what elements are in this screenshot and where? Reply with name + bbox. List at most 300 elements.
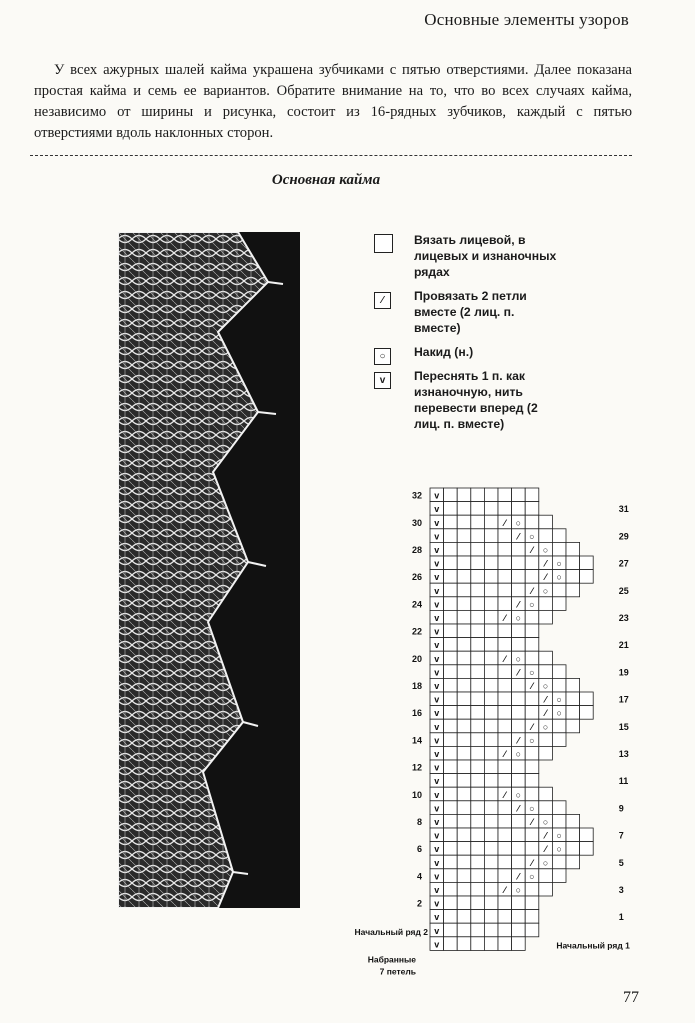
circle-icon: ○	[515, 885, 522, 895]
chart-cell	[498, 583, 512, 597]
check-v-icon: v	[434, 517, 440, 528]
chart-cell	[471, 638, 485, 652]
circle-icon: ○	[515, 517, 522, 528]
chart-cell	[444, 814, 458, 828]
check-v-icon: v	[434, 694, 440, 705]
chart-cell	[444, 624, 458, 638]
chart-cell	[471, 570, 485, 584]
chart-cell	[444, 923, 458, 937]
chart-cell	[525, 570, 539, 584]
chart-cell	[566, 828, 580, 842]
chart-cell	[484, 719, 498, 733]
circle-icon: ○	[556, 694, 562, 705]
chart-cell	[457, 610, 471, 624]
chart-cell	[525, 787, 539, 801]
circle-icon: ○	[515, 749, 522, 759]
slash-icon: ⁄	[531, 585, 533, 596]
slash-icon: ⁄	[544, 558, 547, 569]
chart-cell	[498, 570, 512, 584]
chart-cell	[484, 733, 498, 747]
slash-icon: ⁄	[544, 844, 547, 855]
chart-cell	[539, 597, 553, 611]
chart-cell	[566, 842, 580, 856]
chart-cell	[525, 624, 539, 638]
slash-icon: ⁄	[504, 789, 506, 800]
chart-cell	[484, 624, 498, 638]
row-label-left: 6	[416, 844, 422, 855]
chart-cell	[444, 542, 458, 556]
chart-cell	[484, 801, 498, 815]
chart-cell	[457, 733, 471, 747]
chart-cell	[512, 624, 526, 638]
slash-icon: ⁄	[517, 871, 520, 882]
chart-cell	[539, 733, 553, 747]
chart-cell	[484, 706, 498, 720]
circle-icon: ○	[529, 871, 535, 882]
circle-icon: ○	[542, 857, 549, 868]
chart-cell	[552, 678, 566, 692]
chart-cell	[484, 678, 498, 692]
check-v-icon: v	[434, 817, 440, 827]
check-v-icon: v	[434, 708, 440, 719]
circle-icon: ○	[556, 572, 562, 583]
chart-cell	[580, 570, 594, 584]
slash-icon: ⁄	[544, 830, 547, 841]
chart-cell	[484, 774, 498, 788]
chart-cell	[457, 896, 471, 910]
chart-cell	[539, 787, 553, 801]
chart-cell	[484, 529, 498, 543]
chart-cell	[498, 488, 512, 502]
check-v-icon: v	[434, 885, 440, 895]
slash-icon: ⁄	[504, 885, 506, 895]
chart-cell	[525, 638, 539, 652]
slash-icon: ⁄	[517, 735, 520, 746]
chart-cell	[444, 515, 458, 529]
check-v-icon: v	[434, 585, 440, 596]
chart-cell	[498, 706, 512, 720]
slash-icon: ⁄	[504, 653, 506, 664]
chart-cell	[525, 882, 539, 896]
row-label-left: 26	[411, 572, 422, 583]
chart-cell	[525, 488, 539, 502]
chart-cell	[471, 583, 485, 597]
slash-icon: ⁄	[504, 517, 506, 528]
check-v-icon: v	[434, 490, 440, 501]
chart-cell	[512, 910, 526, 924]
check-v-icon: v	[434, 681, 440, 691]
intro-paragraph: У всех ажурных шалей кайма украшена зубчиками с пятью отверстиями. Далее показана простая кайма и семь ее вариантов. Обратите внимание на то, что во всех случаях кайма, независимо от ширины и рисунка, состоит из 16-рядных зубчиков, каждый с пятью отверстиями вдоль наклонных сторон.	[34, 62, 632, 141]
chart-cell	[444, 801, 458, 815]
chart-cell	[444, 896, 458, 910]
check-v-icon: v	[434, 776, 440, 787]
chart-cell	[471, 869, 485, 883]
circle-icon: ○	[542, 817, 549, 827]
chart-cell	[525, 706, 539, 720]
chart-cell	[471, 828, 485, 842]
check-v-icon: v	[434, 558, 440, 569]
chart-cell	[457, 828, 471, 842]
chart-cell	[457, 678, 471, 692]
circle-icon: ○	[529, 599, 535, 610]
chart-cell	[471, 488, 485, 502]
row-label-right: 21	[618, 640, 629, 651]
chart-cell	[484, 910, 498, 924]
check-v-icon: v	[434, 572, 440, 583]
chart-cell	[444, 570, 458, 584]
chart-cell	[471, 814, 485, 828]
slash-icon: ⁄	[517, 599, 520, 610]
chart-cell	[457, 488, 471, 502]
row-label-left: 24	[411, 599, 422, 610]
circle-icon: ○	[529, 803, 535, 814]
chart-cell	[512, 570, 526, 584]
chart-cell	[471, 515, 485, 529]
chart-cell	[498, 828, 512, 842]
chart-cell	[512, 638, 526, 652]
row-label-left: 4	[416, 871, 422, 882]
slash-icon: ⁄	[531, 721, 533, 732]
check-v-icon: v	[434, 599, 440, 610]
chart-cell	[484, 488, 498, 502]
check-v-icon: v	[434, 531, 440, 542]
chart-cell	[444, 733, 458, 747]
chart-cell	[484, 597, 498, 611]
chart-cell	[539, 665, 553, 679]
slash-icon: ⁄	[517, 667, 520, 678]
chart-cell	[444, 610, 458, 624]
chart-cell	[457, 542, 471, 556]
chart-cell	[471, 665, 485, 679]
chart-cell	[552, 583, 566, 597]
check-v-icon: v	[434, 749, 440, 759]
chart-cell	[457, 502, 471, 516]
row-label-left: 12	[411, 762, 422, 773]
chart-cell	[484, 665, 498, 679]
legend-item-k2tog	[372, 288, 562, 336]
chart-cell	[457, 515, 471, 529]
chart-cell	[471, 842, 485, 856]
row-label-right: 7	[618, 830, 624, 841]
chart-cell	[457, 692, 471, 706]
chart-cell	[457, 801, 471, 815]
chart-cell	[444, 529, 458, 543]
chart-cell	[484, 882, 498, 896]
chart-cell	[552, 855, 566, 869]
chart-cell	[484, 651, 498, 665]
chart-cell	[484, 787, 498, 801]
chart-cell	[552, 529, 566, 543]
chart-cell	[444, 665, 458, 679]
chart-cell	[512, 896, 526, 910]
row-label-left: 10	[411, 789, 422, 800]
chart-cell	[580, 556, 594, 570]
chart-cell	[444, 910, 458, 924]
check-v-icon: v	[434, 803, 440, 814]
check-v-icon: v	[434, 504, 440, 515]
slash-icon: ⁄	[504, 613, 506, 623]
chart-cell	[498, 937, 512, 951]
chart-cell	[471, 896, 485, 910]
chart-cell	[471, 610, 485, 624]
cast-on-label: 7 петель	[379, 966, 416, 977]
circle-icon: ○	[374, 348, 391, 365]
chart-cell	[484, 896, 498, 910]
chart-cell	[444, 787, 458, 801]
chart-cell	[566, 678, 580, 692]
chart-cell	[498, 502, 512, 516]
chart-cell	[512, 556, 526, 570]
chart-cell	[512, 706, 526, 720]
check-v-icon: v	[374, 372, 391, 389]
chart-cell	[471, 760, 485, 774]
chart-cell	[498, 842, 512, 856]
chart-cell	[444, 719, 458, 733]
chart-cell	[444, 678, 458, 692]
chart-cell	[444, 869, 458, 883]
chart-cell	[484, 937, 498, 951]
section-title: Основная кайма	[271, 172, 381, 188]
legend-label-yarn-over: Накид (н.)	[414, 345, 474, 359]
chart-cell	[566, 855, 580, 869]
chart-cell	[444, 488, 458, 502]
chart-cell	[444, 760, 458, 774]
chart-cell	[566, 583, 580, 597]
chart-cell	[498, 542, 512, 556]
check-v-icon: v	[434, 545, 440, 555]
chart-cell	[539, 869, 553, 883]
chart-cell	[457, 556, 471, 570]
legend-label-knit: Вязать лицевой, в лицевых и изнаночных рядах	[414, 233, 557, 279]
check-v-icon: v	[434, 939, 440, 950]
chart-legend	[372, 232, 562, 440]
chart-cell	[444, 638, 458, 652]
chart-cell	[471, 692, 485, 706]
chart-cell	[566, 556, 580, 570]
chart-cell	[525, 651, 539, 665]
slash-icon: ⁄	[544, 708, 547, 719]
chart-cell	[525, 910, 539, 924]
circle-icon: ○	[542, 721, 549, 732]
chart-cell	[457, 529, 471, 543]
check-v-icon: v	[434, 844, 440, 855]
chart-cell	[471, 597, 485, 611]
circle-icon: ○	[515, 653, 522, 664]
chart-cell	[444, 882, 458, 896]
chart-cell	[444, 937, 458, 951]
row-label-left: 16	[411, 708, 422, 719]
knitting-chart	[342, 482, 662, 982]
chart-cell	[484, 760, 498, 774]
chart-cell	[457, 869, 471, 883]
slash-icon: ⁄	[531, 857, 533, 868]
chart-cell	[471, 787, 485, 801]
chart-cell	[512, 542, 526, 556]
row-label-right: 11	[618, 776, 629, 787]
chart-cell	[525, 556, 539, 570]
chart-cell	[580, 706, 594, 720]
chart-cell	[512, 842, 526, 856]
chart-cell	[566, 692, 580, 706]
legend-item-yarn-over	[372, 344, 562, 360]
chart-cell	[484, 692, 498, 706]
chart-cell	[457, 923, 471, 937]
chart-cell	[484, 855, 498, 869]
chart-cell	[444, 502, 458, 516]
slash-icon: ⁄	[531, 681, 533, 691]
slash-icon: ⁄	[504, 749, 506, 759]
chart-cell	[552, 542, 566, 556]
chart-cell	[498, 556, 512, 570]
lace-edging-photo	[118, 232, 300, 908]
chart-cell	[484, 923, 498, 937]
chart-cell	[444, 556, 458, 570]
row-label-right: 5	[618, 857, 624, 868]
chart-cell	[457, 774, 471, 788]
circle-icon: ○	[556, 558, 562, 569]
legend-label-k2tog: Провязать 2 петли вместе (2 лиц. п. вместе)	[414, 289, 527, 335]
row-label-left: 30	[411, 517, 422, 528]
chart-cell	[580, 692, 594, 706]
row-label-right: 23	[618, 613, 629, 623]
chart-cell	[457, 583, 471, 597]
chart-cell	[552, 801, 566, 815]
running-header: Основные элементы узоров	[424, 10, 629, 29]
legend-item-knit	[372, 232, 562, 280]
check-v-icon: v	[434, 912, 440, 923]
chart-cell	[484, 746, 498, 760]
circle-icon: ○	[556, 708, 562, 719]
chart-cell	[498, 733, 512, 747]
row-label-left: 8	[416, 817, 422, 827]
chart-cell	[539, 651, 553, 665]
row-label-right: 9	[618, 803, 624, 814]
check-v-icon: v	[434, 626, 440, 637]
chart-cell	[471, 556, 485, 570]
check-v-icon: v	[434, 735, 440, 746]
chart-cell	[457, 651, 471, 665]
circle-icon: ○	[556, 844, 562, 855]
row-label-right: 13	[618, 749, 629, 759]
circle-icon: ○	[515, 613, 522, 623]
slash-icon: ⁄	[531, 817, 533, 827]
circle-icon: ○	[515, 789, 522, 800]
legend-item-slip	[372, 368, 562, 432]
row-label-right: 1	[618, 912, 624, 923]
chart-cell	[552, 719, 566, 733]
chart-cell	[580, 828, 594, 842]
chart-cell	[498, 638, 512, 652]
page-number: 77	[623, 989, 639, 1006]
circle-icon: ○	[529, 531, 535, 542]
chart-cell	[525, 774, 539, 788]
circle-icon: ○	[542, 681, 549, 691]
row-label-left: 32	[411, 490, 422, 501]
chart-cell	[457, 597, 471, 611]
chart-cell	[552, 733, 566, 747]
chart-cell	[484, 869, 498, 883]
chart-cell	[471, 746, 485, 760]
legend-label-slip: Переснять 1 п. как изнаночную, нить перевести вперед (2 лиц. п. вместе)	[414, 369, 538, 431]
chart-cell	[566, 570, 580, 584]
chart-cell	[525, 923, 539, 937]
chart-cell	[457, 665, 471, 679]
chart-cell	[484, 570, 498, 584]
chart-cell	[539, 882, 553, 896]
row-label-left: 22	[411, 626, 422, 637]
chart-cell	[471, 719, 485, 733]
chart-cell	[512, 692, 526, 706]
row-label-right: 19	[618, 667, 629, 678]
chart-cell	[539, 515, 553, 529]
chart-cell	[525, 896, 539, 910]
chart-cell	[566, 719, 580, 733]
row-label-left: 20	[411, 653, 422, 664]
chart-cell	[498, 719, 512, 733]
check-v-icon: v	[434, 653, 440, 664]
row-label-left: 18	[411, 681, 422, 691]
chart-cell	[539, 610, 553, 624]
row-label-left: 14	[411, 735, 422, 746]
circle-icon: ○	[542, 585, 549, 596]
chart-cell	[580, 842, 594, 856]
chart-cell	[444, 828, 458, 842]
slash-icon: ⁄	[544, 694, 547, 705]
chart-cell	[471, 855, 485, 869]
chart-cell	[525, 692, 539, 706]
chart-cell	[512, 678, 526, 692]
section-divider	[30, 155, 632, 156]
chart-cell	[525, 746, 539, 760]
chart-cell	[471, 910, 485, 924]
row-label-right: 15	[618, 721, 629, 732]
check-v-icon: v	[434, 667, 440, 678]
check-v-icon: v	[434, 925, 440, 936]
chart-cell	[566, 814, 580, 828]
chart-cell	[457, 638, 471, 652]
row-label-right: 27	[618, 558, 629, 569]
chart-cell	[484, 556, 498, 570]
chart-cell	[525, 842, 539, 856]
check-v-icon: v	[434, 721, 440, 732]
check-v-icon: v	[434, 830, 440, 841]
chart-cell	[525, 760, 539, 774]
circle-icon: ○	[542, 545, 549, 555]
chart-cell	[498, 801, 512, 815]
chart-cell	[484, 583, 498, 597]
chart-cell	[512, 923, 526, 937]
chart-cell	[444, 692, 458, 706]
chart-cell	[471, 651, 485, 665]
chart-cell	[552, 814, 566, 828]
chart-cell	[471, 678, 485, 692]
chart-cell	[512, 814, 526, 828]
circle-icon: ○	[556, 830, 562, 841]
chart-cell	[457, 842, 471, 856]
cast-on-label: Набранные	[367, 954, 416, 965]
circle-icon: ○	[529, 667, 535, 678]
slash-icon: ⁄	[517, 803, 520, 814]
chart-cell	[552, 597, 566, 611]
chart-cell	[457, 787, 471, 801]
row-label-left: 28	[411, 545, 422, 555]
chart-cell	[444, 651, 458, 665]
chart-cell	[498, 814, 512, 828]
chart-cell	[552, 665, 566, 679]
check-v-icon: v	[434, 762, 440, 773]
chart-cell	[484, 515, 498, 529]
chart-cell	[457, 570, 471, 584]
